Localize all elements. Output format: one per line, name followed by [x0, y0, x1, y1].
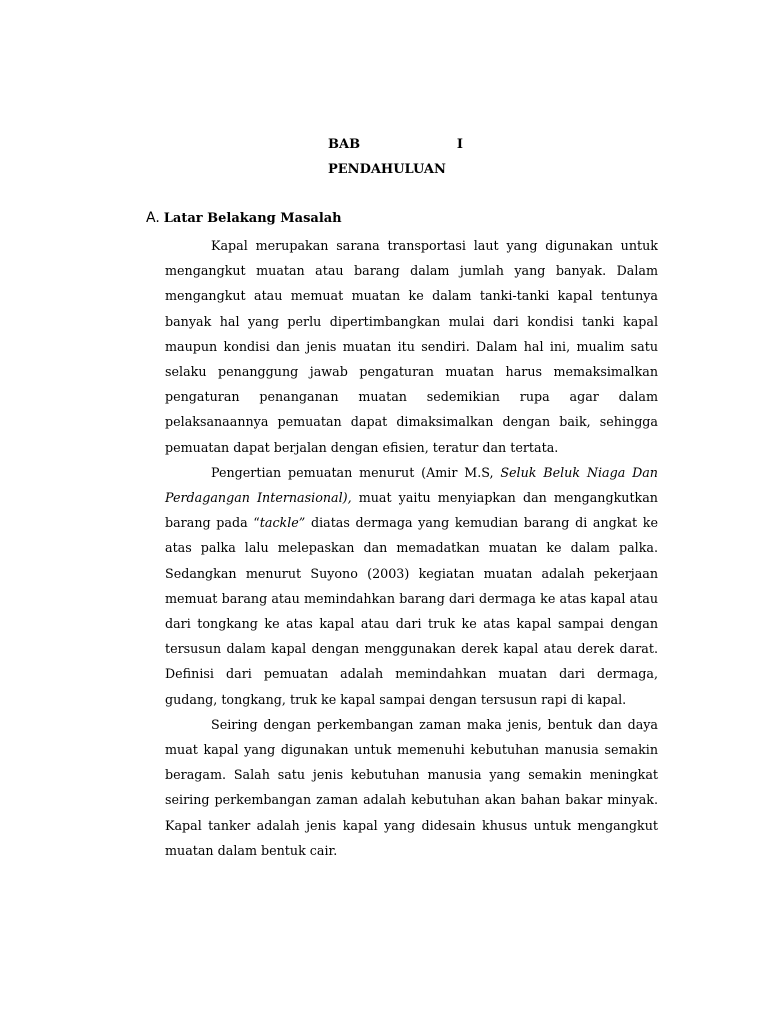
- paragraph-3: Seiring dengan perkembangan zaman maka jenis, bentuk dan daya muat kapal yang digunakan untuk memenuhi kebutuhan manusia semakin beragam. Salah satu jenis kebutuhan manusia yang semakin meningkat seiring perkembangan zaman adalah kebutuhan akan bahan bakar minyak. Kapal tanker adalah jenis kapal yang didesain khusus untuk mengangkut muatan dalam bentuk cair.: [165, 716, 658, 858]
- paragraph-2-rest: diatas dermaga yang kemudian barang di angkat ke atas palka lalu melepaskan dan memadatkan muatan ke dalam palka. Sedangkan menurut Suyono (2003) kegiatan muatan adalah pekerjaan memuat barang atau memindahkan barang dari dermaga ke atas kapal atau dari tongkang ke atas kapal atau dari truk ke atas kapal sampai dengan tersusun dalam kapal dengan menggunakan derek kapal atau derek darat. Definisi dari pemuatan adalah memindahkan muatan dari dermaga, gudang, tongkang, truk ke kapal sampai dengan tersusun rapi di kapal.: [165, 515, 658, 707]
- book-title: Seluk Beluk Niaga Dan Perdagangan Internasional),: [165, 464, 658, 506]
- tackle-term: tackle”: [259, 515, 306, 531]
- paragraph-2: [165, 460, 658, 712]
- section-title: Latar Belakang Masalah: [163, 211, 342, 226]
- paragraph-2-intro: Pengertian pemuatan menurut (Amir M.S,: [211, 464, 501, 480]
- section-letter: A.: [146, 210, 160, 226]
- paragraph-1: Kapal merupakan sarana transportasi laut yang digunakan untuk mengangkut muatan atau barang dalam jumlah yang banyak. Dalam mengangkut atau memuat muatan ke dalam tanki-tanki kapal tentunya banyak hal yang perlu dipertimbangkan mulai dari kondisi tanki kapal maupun kondisi dan jenis muatan itu sendiri. Dalam hal ini, mualim satu selaku penanggung jawab pengaturan muatan harus memaksimalkan pengaturan penanganan muatan sedemikian rupa agar dalam pelaksanaannya pemuatan dapat dimaksimalkan dengan baik, sehingga pemuatan dapat berjalan dengan efisien, teratur dan tertata.: [165, 238, 658, 455]
- section-heading: [146, 210, 342, 226]
- chapter-label: BAB: [328, 137, 361, 152]
- paragraph-2-middle: muat yaitu menyiapkan dan mengangkutkan barang pada “: [165, 490, 658, 531]
- body-text: [165, 233, 658, 863]
- chapter-heading: [328, 134, 463, 154]
- chapter-title: PENDAHULUAN: [328, 162, 446, 177]
- chapter-number: I: [456, 137, 463, 152]
